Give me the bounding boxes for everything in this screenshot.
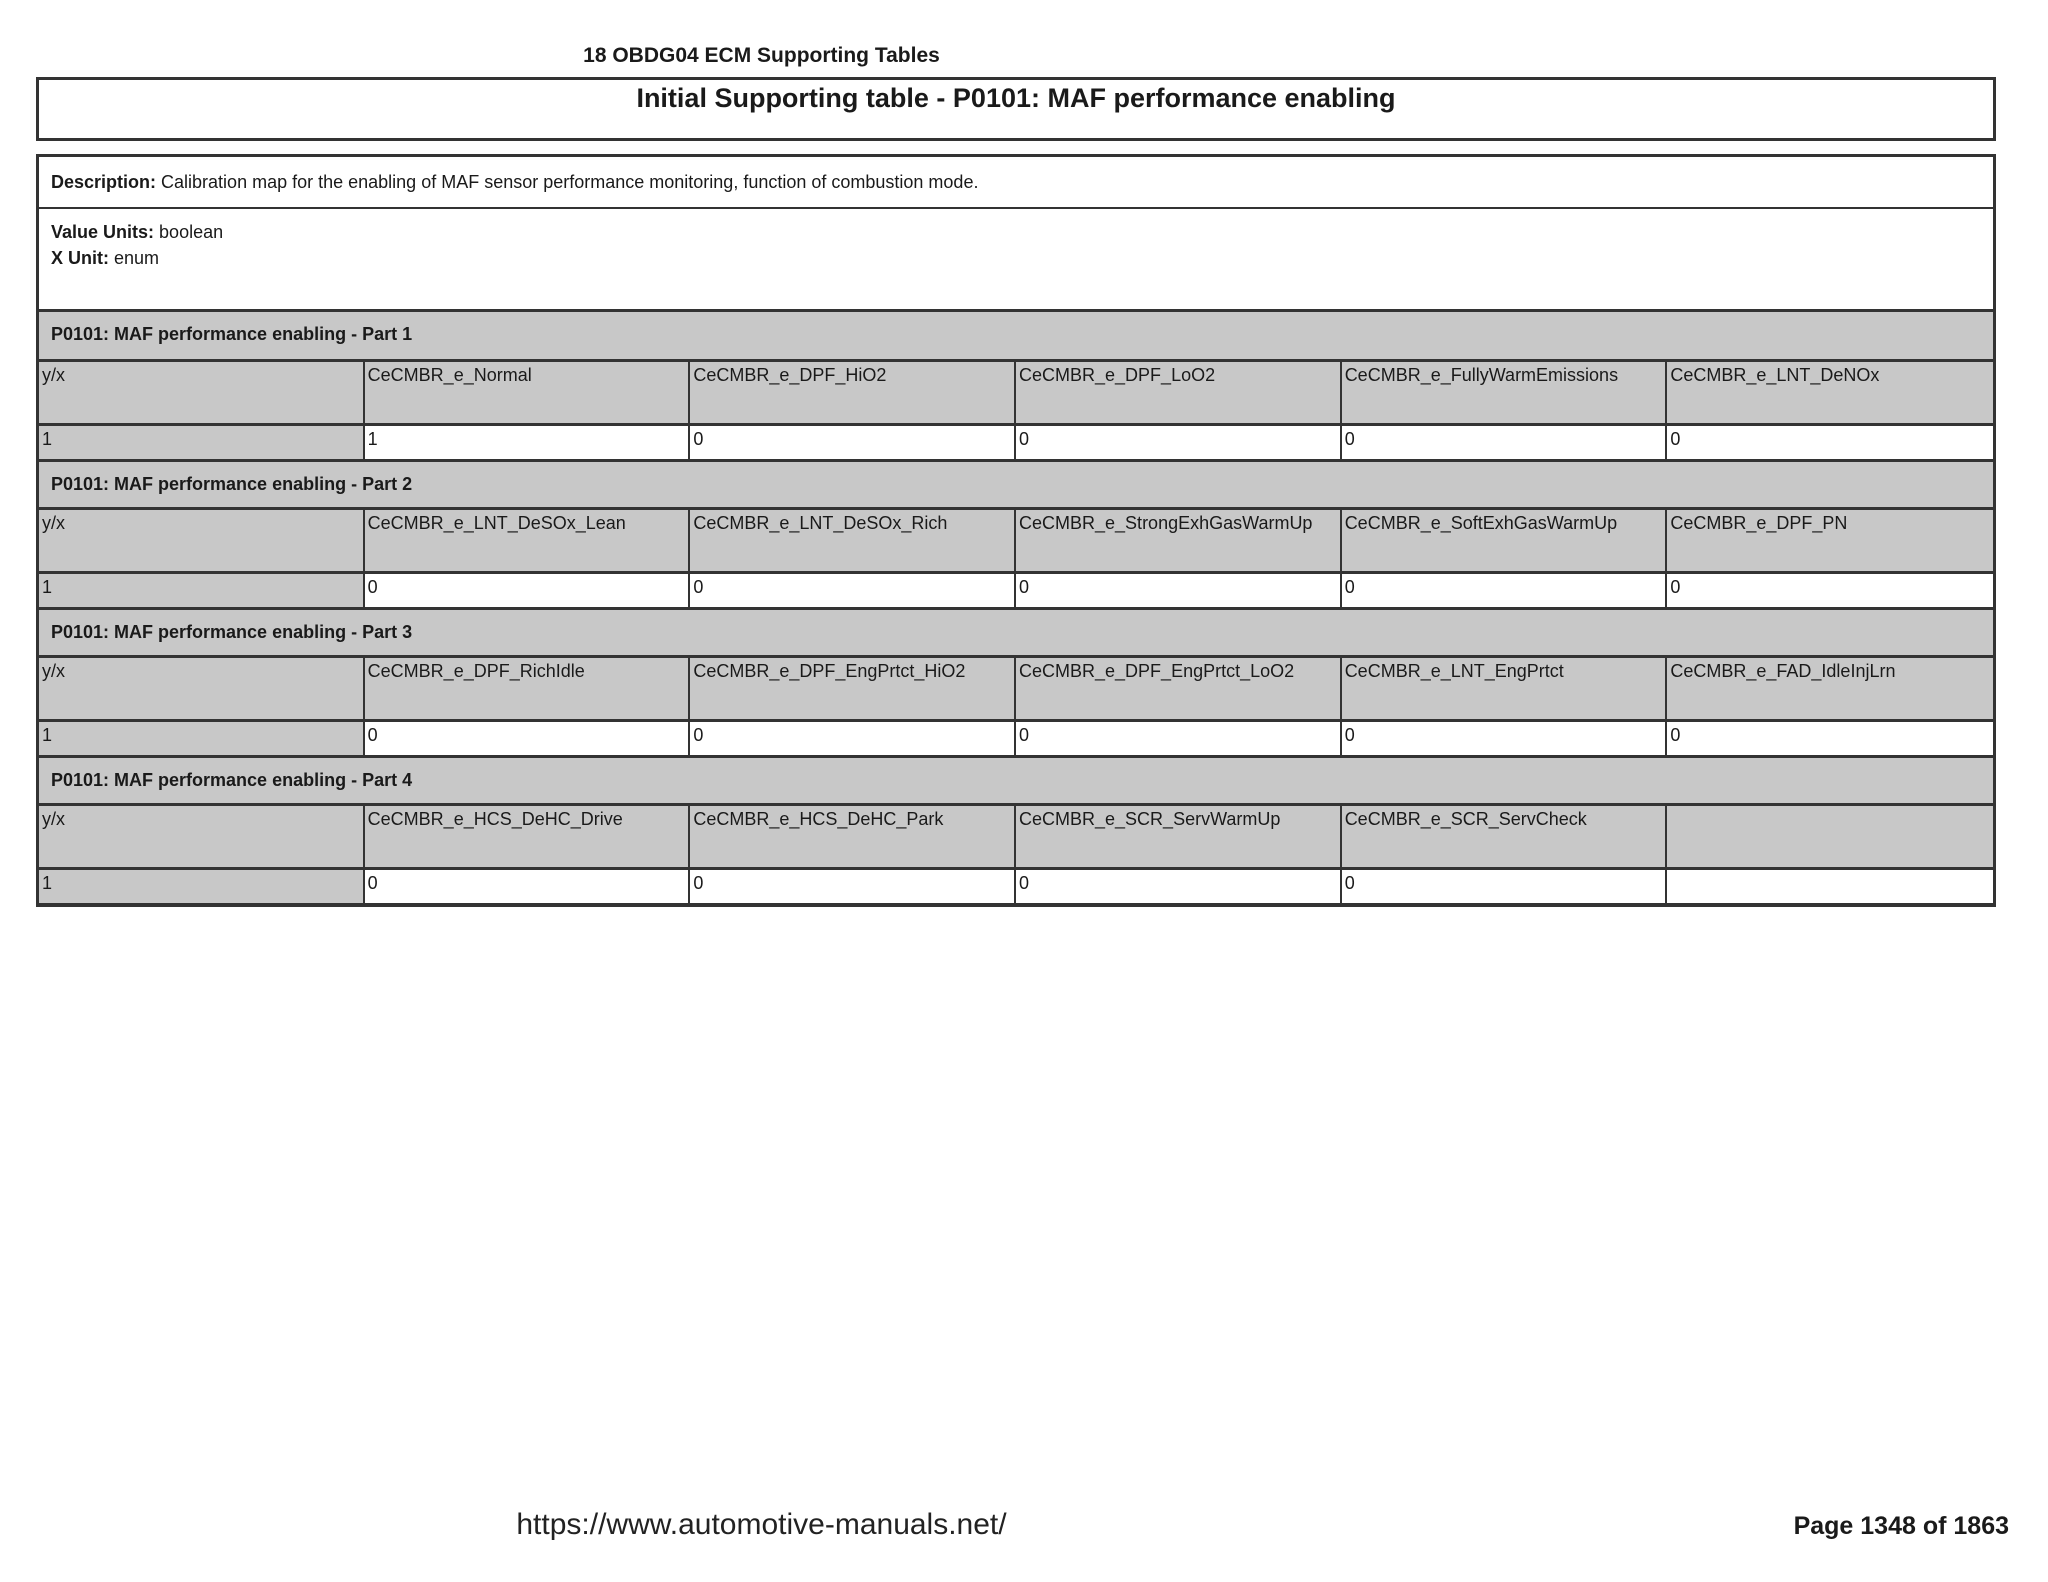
- row-label: 1: [39, 574, 365, 607]
- column-header: CeCMBR_e_DPF_HiO2: [690, 362, 1016, 423]
- column-header: CeCMBR_e_LNT_DeNOx: [1670, 365, 1880, 385]
- value-cell: 0: [365, 722, 691, 755]
- column-header: CeCMBR_e_SCR_ServWarmUp: [1016, 806, 1342, 867]
- column-header: CeCMBR_e_DPF_RichIdle: [365, 658, 691, 719]
- part-title: P0101: MAF performance enabling - Part 3: [39, 608, 1993, 658]
- footer-url: https://www.automotive-manuals.net/: [516, 1508, 1007, 1541]
- parts-container: [39, 312, 1993, 904]
- part-title: P0101: MAF performance enabling - Part 2: [39, 460, 1993, 510]
- value-units-label: Value Units:: [51, 222, 155, 242]
- yx-cell: y/x: [39, 510, 365, 571]
- yx-cell: y/x: [39, 362, 365, 423]
- value-cell: 1: [365, 426, 691, 459]
- value-cell: 0: [690, 870, 1016, 903]
- value-cell: 0: [690, 426, 1016, 459]
- value-units: boolean: [159, 222, 224, 242]
- table-part: [39, 460, 1993, 608]
- value-cell: 0: [1342, 426, 1668, 459]
- row-label: 1: [39, 722, 365, 755]
- column-header: CeCMBR_e_HCS_DeHC_Park: [690, 806, 1016, 867]
- value-cell: 0: [1016, 426, 1342, 459]
- units-row: [39, 209, 1993, 312]
- row-label: 1: [39, 426, 365, 459]
- description-text: Calibration map for the enabling of MAF sensor performance monitoring, function of combustion mode.: [161, 172, 979, 192]
- value-cell: 0: [1667, 574, 1993, 607]
- header-row: [39, 362, 1993, 426]
- header-row: [39, 510, 1993, 574]
- column-header: CeCMBR_e_DPF_PN: [1670, 513, 1848, 533]
- column-header: [1667, 806, 1993, 867]
- column-header: CeCMBR_e_Normal: [365, 362, 691, 423]
- table-title: Initial Supporting table - P0101: MAF performance enabling: [36, 77, 1996, 141]
- value-cell: 0: [1016, 870, 1342, 903]
- value-row: [39, 722, 1993, 756]
- column-header: CeCMBR_e_FullyWarmEmissions: [1342, 362, 1668, 423]
- column-header: CeCMBR_e_HCS_DeHC_Drive: [365, 806, 691, 867]
- value-cell: 0: [1667, 722, 1993, 755]
- header-row: [39, 658, 1993, 722]
- value-cell: 0: [1016, 722, 1342, 755]
- table-content: [36, 154, 1996, 907]
- column-header: CeCMBR_e_LNT_DeSOx_Lean: [365, 510, 691, 571]
- value-cell: 0: [365, 870, 691, 903]
- value-cell: 0: [1342, 574, 1668, 607]
- column-header: CeCMBR_e_DPF_LoO2: [1016, 362, 1342, 423]
- value-cell: 0: [690, 574, 1016, 607]
- header-row: [39, 806, 1993, 870]
- column-header: CeCMBR_e_StrongExhGasWarmUp: [1016, 510, 1342, 571]
- value-row: [39, 426, 1993, 460]
- x-unit-label: X Unit:: [51, 248, 109, 268]
- table-part: [39, 756, 1993, 904]
- row-label: 1: [39, 870, 365, 903]
- part-title: P0101: MAF performance enabling - Part 4: [39, 756, 1993, 806]
- column-header: CeCMBR_e_SCR_ServCheck: [1342, 806, 1668, 867]
- table-part: [39, 312, 1993, 460]
- yx-cell: y/x: [39, 806, 365, 867]
- document-header: 18 OBDG04 ECM Supporting Tables: [583, 44, 940, 67]
- yx-cell: y/x: [39, 658, 365, 719]
- value-row: [39, 574, 1993, 608]
- description-label: Description:: [51, 172, 157, 192]
- column-header: CeCMBR_e_SoftExhGasWarmUp: [1342, 510, 1668, 571]
- value-cell: 0: [1342, 722, 1668, 755]
- value-row: [39, 870, 1993, 904]
- table-part: [39, 608, 1993, 756]
- value-cell: 0: [1016, 574, 1342, 607]
- description-row: [39, 157, 1993, 209]
- value-cell: 0: [365, 574, 691, 607]
- value-cell: 0: [690, 722, 1016, 755]
- page-number: Page 1348 of 1863: [1793, 1512, 2009, 1540]
- value-cell: 0: [1667, 426, 1993, 459]
- value-cell: [1667, 870, 1993, 903]
- x-unit: enum: [114, 248, 160, 268]
- column-header: CeCMBR_e_DPF_EngPrtct_HiO2: [690, 658, 1016, 719]
- value-cell: 0: [1342, 870, 1668, 903]
- column-header: CeCMBR_e_DPF_EngPrtct_LoO2: [1016, 658, 1342, 719]
- part-title: P0101: MAF performance enabling - Part 1: [39, 312, 1993, 362]
- column-header: CeCMBR_e_FAD_IdleInjLrn: [1670, 661, 1896, 681]
- column-header: CeCMBR_e_LNT_EngPrtct: [1342, 658, 1668, 719]
- column-header: CeCMBR_e_LNT_DeSOx_Rich: [690, 510, 1016, 571]
